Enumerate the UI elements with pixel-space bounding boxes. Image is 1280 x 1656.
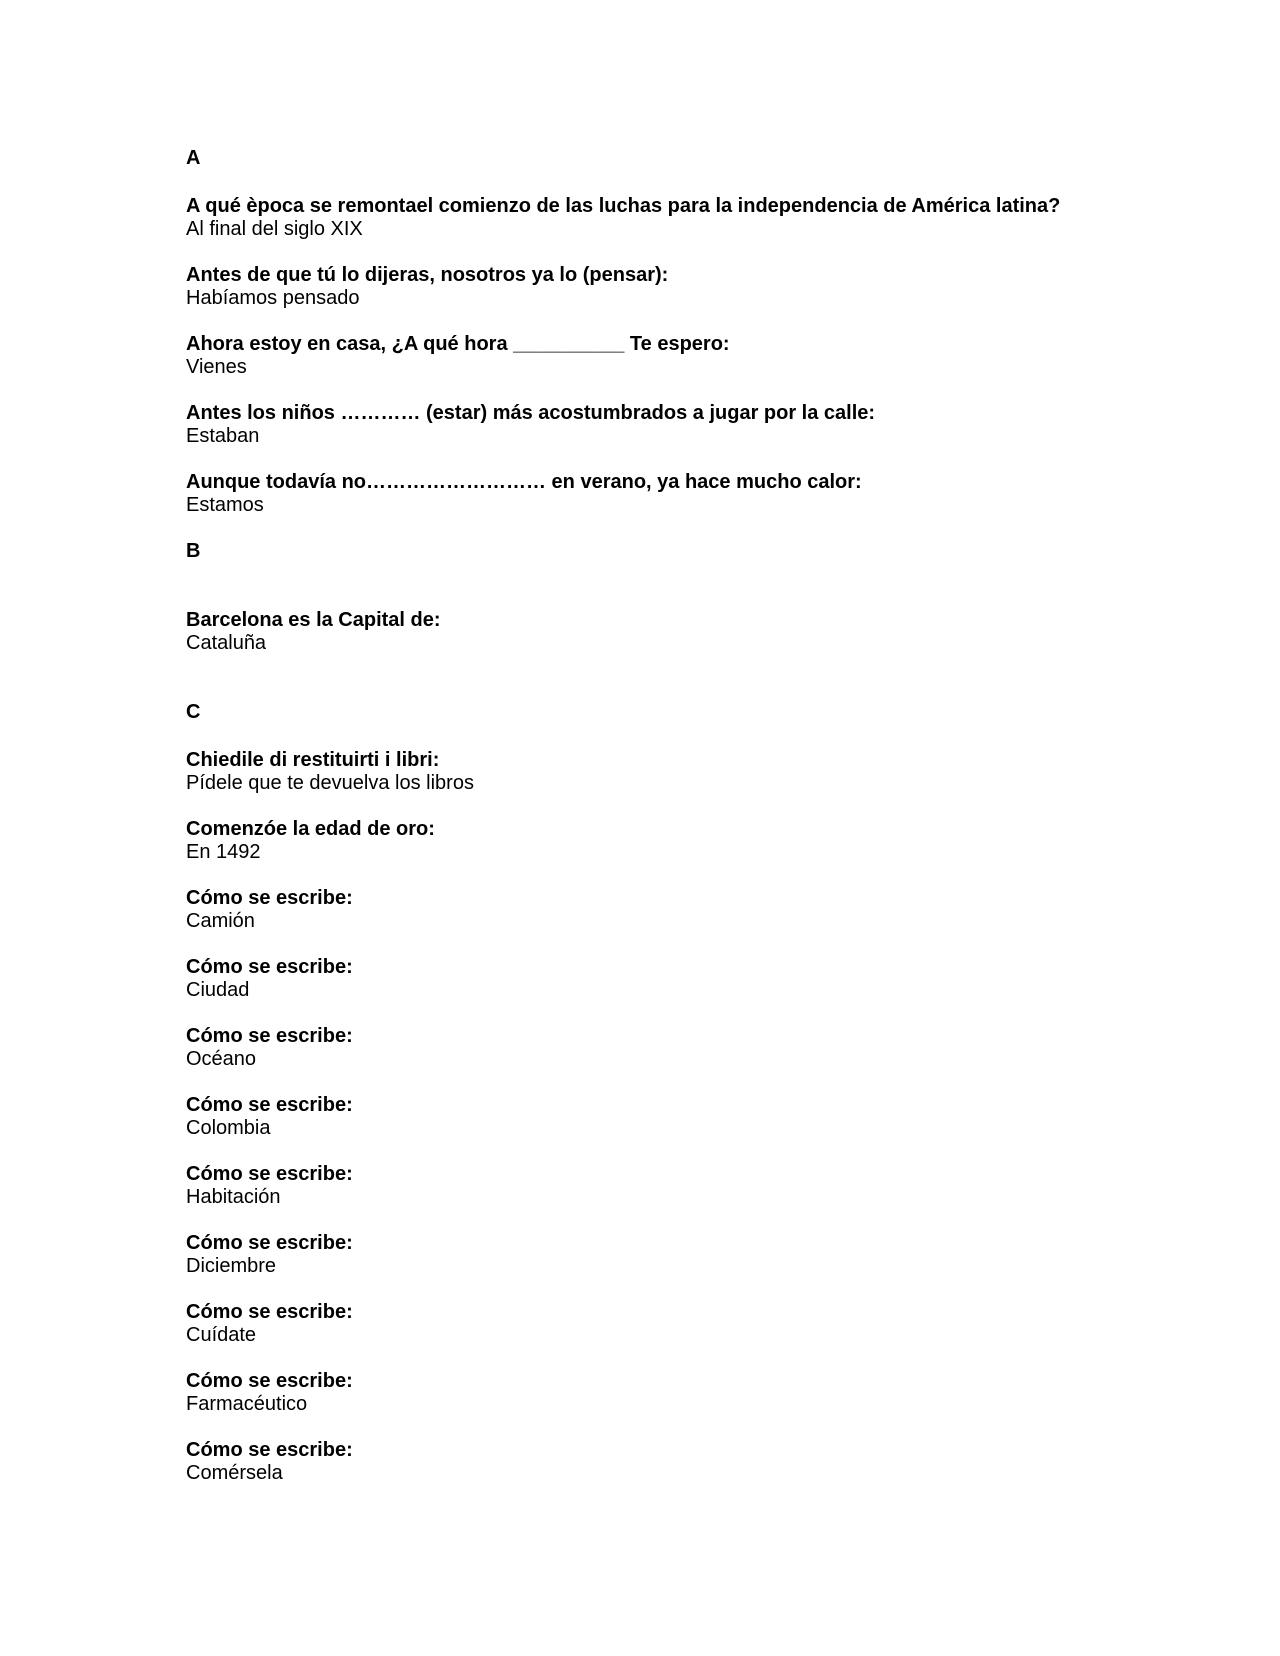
answer-text: Vienes (186, 356, 247, 378)
document-page (186, 147, 1146, 1485)
qa-item (186, 402, 1146, 448)
qa-item (186, 609, 1146, 655)
qa-item (186, 1439, 1146, 1485)
question-text: Cómo se escribe: (186, 1439, 353, 1461)
section-letter-a: A (186, 147, 201, 169)
answer-text: Habíamos pensado (186, 287, 360, 309)
answer-text: Comérsela (186, 1462, 283, 1484)
answer-text: Cuídate (186, 1324, 257, 1346)
qa-item (186, 1370, 1146, 1416)
question-text: Cómo se escribe: (186, 1232, 353, 1254)
question-text: Cómo se escribe: (186, 1094, 353, 1116)
question-text: Cómo se escribe: (186, 887, 353, 909)
answer-text: En 1492 (186, 841, 261, 863)
qa-item (186, 1232, 1146, 1278)
answer-text: Habitación (186, 1186, 281, 1208)
section-letter-b: B (186, 540, 201, 562)
answer-text: Cataluña (186, 632, 267, 654)
answer-text: Diciembre (186, 1255, 277, 1277)
answer-text: Océano (186, 1048, 257, 1070)
qa-item (186, 471, 1146, 517)
answer-text: Pídele que te devuelva los libros (186, 772, 474, 794)
qa-item (186, 749, 1146, 795)
question-text: Antes de que tú lo dijeras, nosotros ya lo (pensar): (186, 264, 669, 286)
question-text: Cómo se escribe: (186, 1163, 353, 1185)
qa-item (186, 887, 1146, 933)
qa-item (186, 1094, 1146, 1140)
qa-item (186, 1163, 1146, 1209)
question-text: Chiedile di restituirti i libri: (186, 749, 440, 771)
question-text: Comenzóe la edad de oro: (186, 818, 435, 840)
section-letter-c: C (186, 701, 201, 723)
question-text: Barcelona es la Capital de: (186, 609, 441, 631)
answer-text: Estamos (186, 494, 264, 516)
question-text: A qué època se remontael comienzo de las luchas para la independencia de América latina? (186, 195, 1061, 217)
qa-item (186, 1025, 1146, 1071)
answer-text: Colombia (186, 1117, 271, 1139)
answer-text: Ciudad (186, 979, 250, 1001)
question-text: Cómo se escribe: (186, 1301, 353, 1323)
qa-item (186, 818, 1146, 864)
question-text: Antes los niños ………… (estar) más acostumbrados a jugar por la calle: (186, 402, 876, 424)
answer-text: Al final del siglo XIX (186, 218, 363, 240)
question-text: Cómo se escribe: (186, 956, 353, 978)
question-text: Aunque todavía no……………………… en verano, ya hace mucho calor: (186, 471, 862, 493)
answer-text: Estaban (186, 425, 260, 447)
qa-item (186, 333, 1146, 379)
question-text: Cómo se escribe: (186, 1025, 353, 1047)
qa-item (186, 1301, 1146, 1347)
question-text: Ahora estoy en casa, ¿A qué hora __________ Te espero: (186, 333, 730, 355)
qa-item (186, 956, 1146, 1002)
question-text: Cómo se escribe: (186, 1370, 353, 1392)
qa-item (186, 264, 1146, 310)
qa-item (186, 195, 1146, 241)
answer-text: Farmacéutico (186, 1393, 308, 1415)
answer-text: Camión (186, 910, 255, 932)
